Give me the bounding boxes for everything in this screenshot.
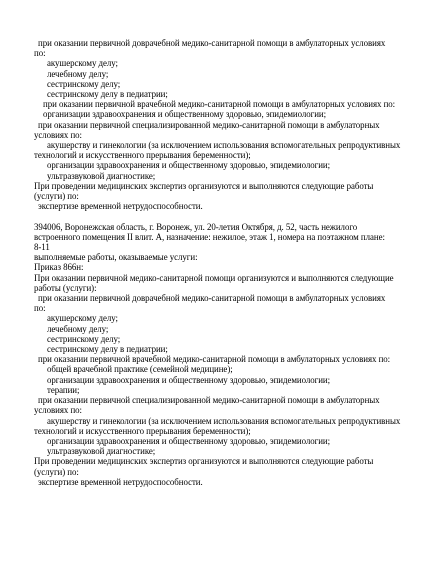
text-line: акушерскому делу; — [47, 313, 118, 324]
text-line: лечебному делу; — [47, 68, 109, 79]
text-line: организации здравоохранения и общественному здоровью, эпидемиологии; — [47, 435, 331, 446]
text-line: при оказании первичной специализированной медико-санитарной помощи в амбулаторных — [38, 119, 380, 130]
text-line: ультразвуковой диагностике; — [47, 446, 156, 457]
text-line: акушерскому делу; — [47, 58, 118, 69]
text-line: организации здравоохранения и общественному здоровью, эпидемиологии; — [47, 374, 331, 385]
text-line: технологий и искусственного прерывания беременности); — [34, 150, 251, 161]
text-line: при оказании первичной врачебной медико-санитарной помощи в амбулаторных условиях по: — [38, 354, 391, 365]
text-line: При проведении медицинских экспертиз организуются и выполняются следующие работы — [34, 456, 374, 467]
text-line: экспертизе временной нетрудоспособности. — [38, 201, 203, 212]
text-line: 394006, Воронежская область, г. Воронеж, ул. 20-летия Октября, д. 52, часть нежилого — [34, 221, 358, 232]
text-line: сестринскому делу; — [47, 78, 121, 89]
text-line: акушерству и гинекологии (за исключением использования вспомогательных репродуктивных — [47, 415, 401, 426]
text-line: При проведении медицинских экспертиз организуются и выполняются следующие работы — [34, 180, 374, 191]
text-line: Приказ 866н: — [34, 262, 84, 273]
text-line: При оказании первичной медико-санитарной помощи организуются и выполняются следующие — [34, 272, 394, 283]
text-line: акушерству и гинекологии (за исключением использования вспомогательных репродуктивных — [47, 140, 401, 151]
text-line: терапии; — [47, 384, 80, 395]
text-line: организации здравоохранения и общественному здоровью, эпидемиологии; — [43, 109, 327, 120]
text-line: условиях по: — [34, 405, 82, 416]
text-line: при оказании первичной доврачебной медико-санитарной помощи в амбулаторных условиях — [38, 293, 386, 304]
text-line: экспертизе временной нетрудоспособности. — [38, 476, 203, 487]
text-line: встроенного помещения II влит. А, назначение: нежилое, этаж 1, номера на поэтажном плане: — [34, 231, 385, 242]
text-line: сестринскому делу; — [47, 333, 121, 344]
text-line: по: — [34, 48, 46, 59]
text-line: по: — [34, 303, 46, 314]
text-line: работы (услуги): — [34, 282, 97, 293]
text-line: при оказании первичной врачебной медико-санитарной помощи в амбулаторных условиях по: — [43, 99, 396, 110]
text-line: общей врачебной практике (семейной медицине); — [47, 364, 233, 375]
text-line: 8-11 — [34, 242, 50, 253]
text-line: технологий и искусственного прерывания беременности); — [34, 425, 251, 436]
text-line: организации здравоохранения и общественному здоровью, эпидемиологии; — [47, 160, 331, 171]
text-line: лечебному делу; — [47, 323, 109, 334]
text-line: (услуги) по: — [34, 191, 79, 202]
text-line: ультразвуковой диагностике; — [47, 170, 156, 181]
text-line: при оказании первичной доврачебной медико-санитарной помощи в амбулаторных условиях — [38, 38, 386, 48]
text-line: сестринскому делу в педиатрии; — [47, 89, 168, 100]
text-line: сестринскому делу в педиатрии; — [47, 344, 168, 355]
paragraph-gap — [34, 211, 400, 221]
text-line: при оказании первичной специализированной медико-санитарной помощи в амбулаторных — [38, 395, 380, 406]
text-line: (услуги) по: — [34, 466, 79, 477]
text-line: выполняемые работы, оказываемые услуги: — [34, 252, 198, 263]
text-line: условиях по: — [34, 129, 82, 140]
document-body — [34, 38, 400, 487]
